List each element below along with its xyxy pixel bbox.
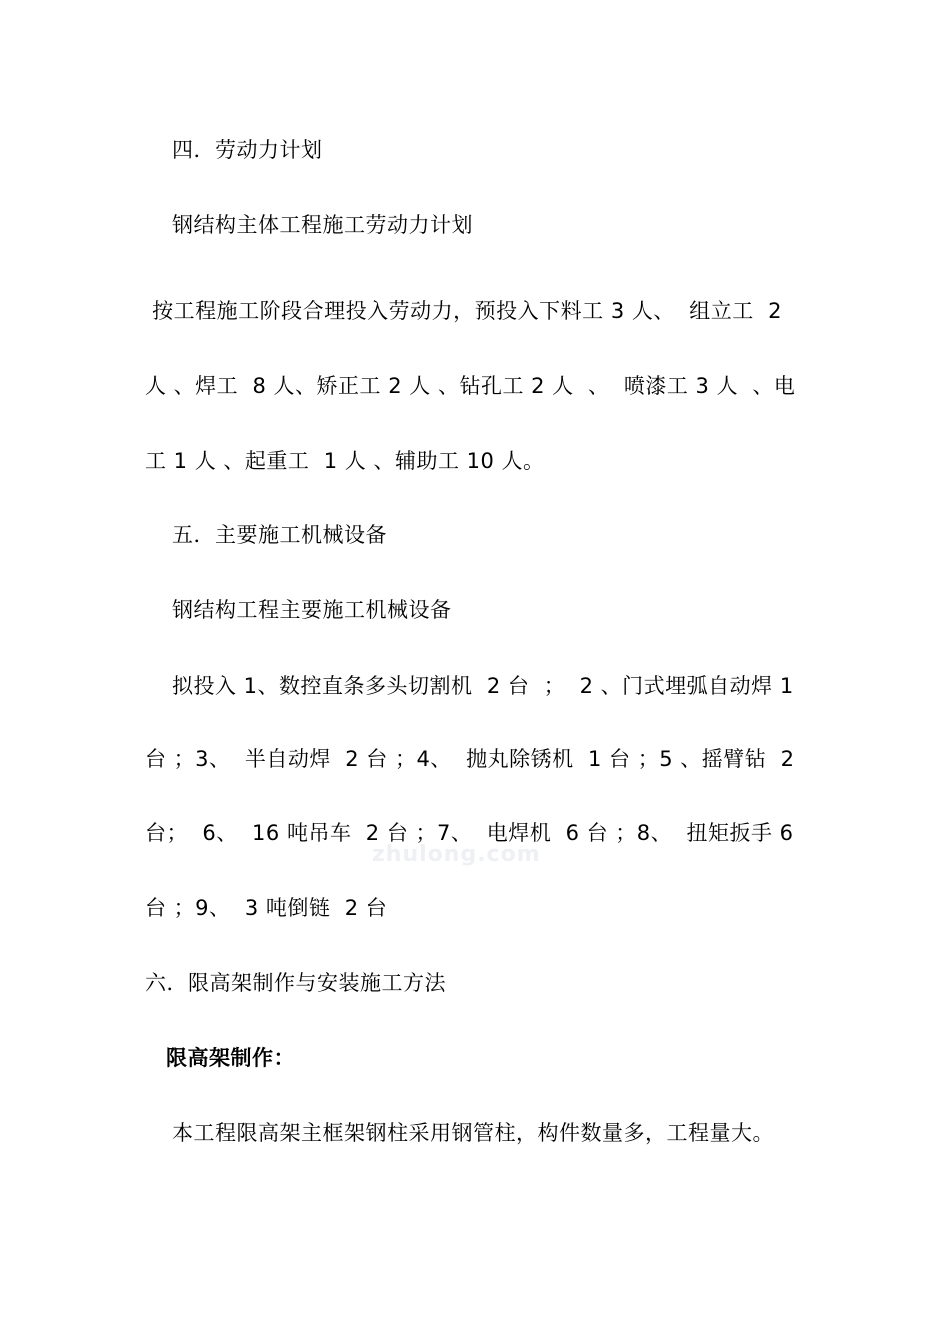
section-6-paragraph-line-1: 本工程限高架主框架钢柱采用钢管柱，构件数量多，工程量大。 bbox=[172, 1121, 774, 1145]
section-6-subheading: 限高架制作： bbox=[166, 1046, 295, 1070]
section-4-heading: 四．劳动力计划 bbox=[172, 138, 323, 162]
section-4-paragraph-line-3: 工 1 人 、起重工 1 人 、辅助工 10 人。 bbox=[145, 449, 545, 473]
section-5-paragraph-line-3: 台； 6、 16 吨吊车 2 台 ；7、 电焊机 6 台 ；8、 扭矩扳手 6 bbox=[145, 821, 794, 845]
section-6-heading: 六．限高架制作与安装施工方法 bbox=[145, 971, 446, 995]
section-4-paragraph-line-1: 按工程施工阶段合理投入劳动力，预投入下料工 3 人、 组立工 2 bbox=[145, 299, 782, 323]
watermark: zhulong.com bbox=[372, 842, 541, 867]
section-5-paragraph-line-2: 台 ；3、 半自动焊 2 台 ；4、 抛丸除锈机 1 台 ；5 、摇臂钻 2 bbox=[145, 747, 795, 771]
section-5-heading: 五．主要施工机械设备 bbox=[172, 523, 387, 547]
section-4-paragraph-line-2: 人 、焊工 8 人、矫正工 2 人 、钻孔工 2 人 、 喷漆工 3 人 、电 bbox=[145, 374, 796, 398]
section-5-paragraph-line-4: 台 ；9、 3 吨倒链 2 台 bbox=[145, 896, 388, 920]
section-5-subtitle: 钢结构工程主要施工机械设备 bbox=[172, 598, 452, 622]
section-4-subtitle: 钢结构主体工程施工劳动力计划 bbox=[172, 213, 473, 237]
section-5-paragraph-line-1: 拟投入 1、数控直条多头切割机 2 台 ； 2 、门式埋弧自动焊 1 bbox=[172, 674, 794, 698]
